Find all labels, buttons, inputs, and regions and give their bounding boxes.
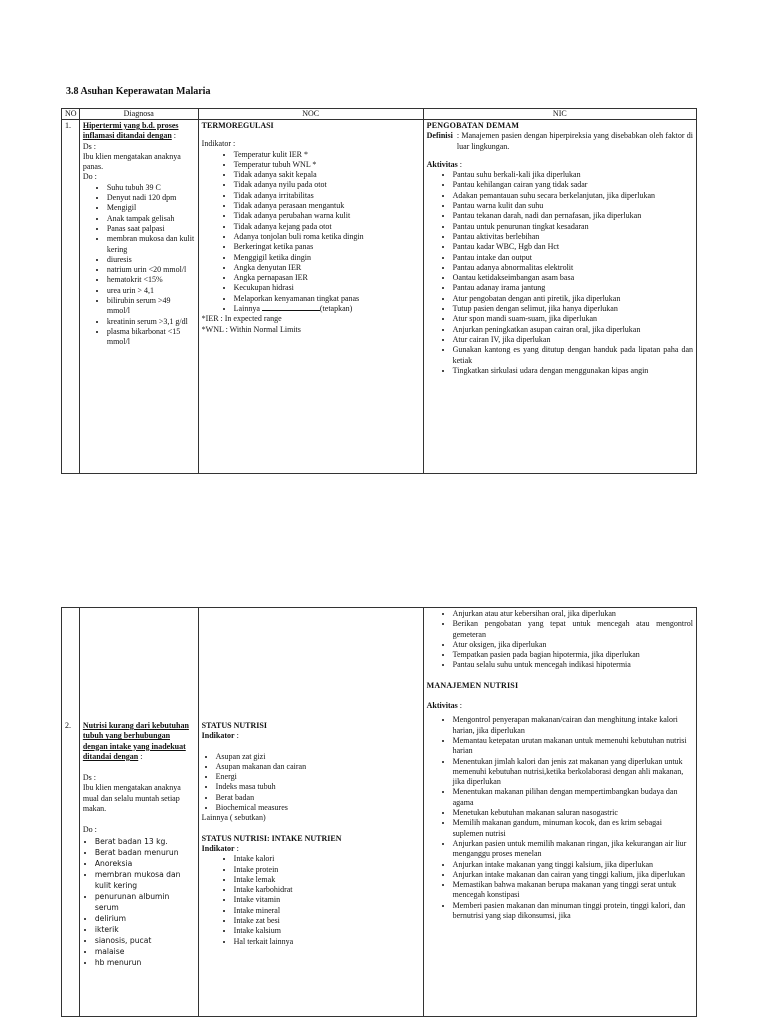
list-item: • Tidak adanya nyilu pada otot	[234, 180, 420, 190]
list-item: • Mengontrol penyerapan makanan/cairan dan menghitung intake kalori harian, jika diperlukan	[453, 715, 693, 736]
do-list	[83, 183, 195, 348]
list-item: • Anjurkan pasien untuk memilih makanan ringan, jika kekurangan air liur menganggu proses menelan	[453, 839, 693, 860]
list-item: • Denyut nadi 120 dpm	[107, 193, 195, 203]
row-number-cell	[62, 608, 80, 1017]
noc-note: *IER : In expected range	[201, 314, 282, 324]
nic-definition: Definisi : Manajemen pasien dengan hiperpireksia yang disebabkan oleh faktor di luar lingkungan.	[426, 131, 693, 151]
list-item: • Kecukupan hidrasi	[234, 283, 420, 293]
list-item: • Gunakan kantong es yang ditutup dengan handuk pada lipatan paha dan ketiak	[453, 345, 693, 366]
ds-text: Ibu klien mengatakan anaknya mual dan selalu muntah setiap makan.	[82, 783, 181, 814]
list-item: • Tidak adanya irritabilitas	[234, 191, 420, 201]
list-item: • Biochemical measures	[216, 803, 420, 813]
list-item: • Berkeringat ketika panas	[234, 242, 420, 252]
do-label: Do :	[82, 825, 97, 835]
list-item: • Energi	[216, 772, 420, 782]
nic-list	[427, 170, 693, 376]
list-item: • Asupan zat gizi	[216, 752, 420, 762]
list-item: • Anjurkan atau atur kebersihan oral, jika diperlukan	[453, 609, 693, 619]
list-item: • Intake mineral	[234, 906, 420, 916]
list-item: • Intake kalori	[234, 854, 420, 864]
header-noc: NOC	[198, 109, 423, 120]
list-item: • Menetukan kebutuhan makanan saluran nasogastric	[453, 808, 693, 818]
list-item: • Pantau adanya abnormalitas elektrolit	[453, 263, 693, 273]
nic-title: PENGOBATAN DEMAM	[426, 121, 520, 130]
noc-title: TERMOREGULASI	[201, 121, 274, 130]
list-item: • Memilih makanan gandum, minuman kocok, dan es krim sebagai suplemen nutrisi	[453, 818, 693, 839]
list-item: • Pantau kehilangan cairan yang tidak sadar	[453, 180, 693, 190]
list-item: • penurunan albumin serum	[95, 891, 195, 913]
list-item: • delirium	[95, 913, 195, 924]
diagnosa-cell: Hipertermi yang b.d. proses inflamasi ditandai dengan : Ds : Ibu klien mengatakan anaknya panas. Do : • Suhu tubuh 39 C • Denyut nadi 120 dpm • Mengigil • Anak tampak gelisah • Panas saat palpasi • membran mukosa dan kulit kering • diuresis • natrium urin <20 mmol/l • hematokrit <15% • urea urin > 4,1 • bilirubin serum >49 mmol/l • kreatinin serum >3,1 g/dl • plasma bikarbonat <15 mmol/l	[79, 120, 198, 474]
do-label: Do :	[82, 172, 97, 182]
list-item: • Berikan pengobatan yang tepat untuk mencegah atau mengontrol gemeteran	[453, 619, 693, 640]
list-item: • Temperatur tubuh WNL *	[234, 160, 420, 170]
list-item: • Tidak adanya perubahan warna kulit	[234, 211, 420, 221]
list-item: • Pantau suhu berkali-kali jika diperlukan	[453, 170, 693, 180]
noc-indikator: Indikator	[201, 843, 235, 853]
list-item: • Angka pernapasan IER	[234, 273, 420, 283]
list-item: • Angka denyutan IER	[234, 263, 420, 273]
list-item: • Memberi pasien makanan dan minuman tinggi protein, tinggi kalori, dan bernutrisi yang siap dikonsumsi, jika	[453, 901, 693, 922]
list-item: • membran mukosa dan kulit kering	[95, 869, 195, 891]
noc-note: *WNL : Within Normal Limits	[201, 324, 301, 334]
list-item: • Atur pengobatan dengan anti piretik, jika diperlukan	[453, 294, 693, 304]
list-item: • Pantau selalu suhu untuk mencegah indikasi hipotermia	[453, 660, 693, 670]
ds-label: Ds :	[82, 773, 96, 783]
noc-cell	[198, 120, 423, 474]
nic-title: MANAJEMEN NUTRISI	[426, 680, 519, 690]
list-item: • Menggigil ketika dingin	[234, 253, 420, 263]
list-item: • Tidak adanya perasaan mengantuk	[234, 201, 420, 211]
list-item: • hematokrit <15%	[107, 275, 195, 285]
noc-cell: STATUS NUTRISI Indikator : • Asupan zat gizi • Asupan makanan dan cairan • Energi • Indeks masa tubuh • Berat badan • Biochemical measures Lainnya ( sebutkan) STATUS NUTRISI: INTAKE NUTRIEN Indikator : • Intake kalori • Intake protein • Intake lemak • Intake karbohidrat • Intake vitamin • Intake mineral • Intake zat besi • Intake kalsium • Hal terkait lainnya	[198, 608, 423, 1017]
list-item: • Tutup pasien dengan selimut, jika hanya diperlukan	[453, 304, 693, 314]
noc-list	[202, 854, 420, 947]
list-item: • Anjurkan intake makanan yang tinggi kalsium, jika diperlukan	[453, 860, 693, 870]
list-item: • sianosis, pucat	[95, 935, 195, 946]
list-item: • Adakan pemantauan suhu secara berkelanjutan, jika diperlukan	[453, 191, 693, 201]
blank-line	[262, 310, 320, 311]
list-item: • plasma bikarbonat <15 mmol/l	[107, 327, 195, 348]
nic-list	[427, 609, 693, 671]
care-plan-table-2	[61, 607, 697, 1017]
list-item: • Berat badan	[216, 793, 420, 803]
list-item: • Intake kalsium	[234, 926, 420, 936]
list-item: • Atur spon mandi suam-suam, jika diperlukan	[453, 314, 693, 324]
section-title: 3.8 Asuhan Keperawatan Malaria	[66, 86, 211, 97]
list-item: • Lainnya (tetapkan)	[234, 304, 420, 314]
nic-aktivitas: Aktivitas	[426, 701, 458, 711]
do-list	[83, 836, 195, 968]
list-item: • Atur cairan IV, jika diperlukan	[453, 335, 693, 345]
list-item: • Indeks masa tubuh	[216, 782, 420, 792]
list-item: • Anak tampak gelisah	[107, 214, 195, 224]
list-item: • Intake zat besi	[234, 916, 420, 926]
row-number: 2.	[65, 721, 71, 730]
list-item: • Panas saat palpasi	[107, 224, 195, 234]
nic-cell: • Anjurkan atau atur kebersihan oral, jika diperlukan • Berikan pengobatan yang tepat untuk mencegah atau mengontrol gemeteran • Atur oksigen, jika diperlukan • Tempatkan pasien pada bagian hipotermia, jika diperlukan • Pantau selalu suhu untuk mencegah indikasi hipotermia MANAJEMEN NUTRISI Aktivitas : • Mengontrol penyerapan makanan/cairan dan menghitung intake kalori harian, jika diperlukan • Memantau ketepatan urutan makanan untuk memenuhi kebutuhan nutrisi harian • Menentukan jimlah kalori dan jenis zat makanan yang diperlukan untuk memenuhi kebutuhan nutrisi,ketika berkolaborasi dengan ahli makanan, jika diperlukan • Menentukan makanan pilihan dengan mempertimbangkan budaya dan agama • Menetukan kebutuhan makanan saluran nasogastric • Memilih makanan gandum, minuman kocok, dan es krim sebagai suplemen nutrisi • Anjurkan pasien untuk memilih makanan ringan, jika kekurangan air liur menganggu proses menelan • Anjurkan intake makanan yang tinggi kalsium, jika diperlukan • Anjurkan intake makanan dan cairan yang tinggi kalium, jika diperlukan • Memastikan bahwa makanan berupa makanan yang tinggi serat untuk mencegah konstipasi • Memberi pasien makanan dan minuman tinggi protein, tinggi kalori, dan bernutrisi yang siap dikonsumsi, jika	[423, 608, 696, 1017]
list-item: • Pantau intake dan output	[453, 253, 693, 263]
diagnosa-title: Hipertermi yang b.d. proses inflamasi ditandai dengan	[82, 121, 179, 141]
diagnosa-title: Nutrisi kurang dari kebutuhan tubuh yang berhubungan dengan intake yang inadekuat ditandai dengan	[82, 721, 189, 761]
list-item: • Menentukan jimlah kalori dan jenis zat makanan yang diperlukan untuk memenuhi kebutuhan nutrisi,ketika berkolaborasi dengan ahli makanan, jika diperlukan	[453, 757, 693, 788]
noc-title: STATUS NUTRISI	[201, 721, 267, 730]
diagnosa-cell: Nutrisi kurang dari kebutuhan tubuh yang berhubungan dengan intake yang inadekuat ditandai dengan : Ds : Ibu klien mengatakan anaknya mual dan selalu muntah setiap makan. Do : • Berat badan 13 kg. • Berat badan menurun • Anoreksia • membran mukosa dan kulit kering • penurunan albumin serum • delirium • ikterik • sianosis, pucat • malaise • hb menurun	[79, 608, 198, 1017]
header-no: NO	[62, 109, 80, 120]
ds-label: Ds :	[82, 141, 96, 151]
list-item: • diuresis	[107, 255, 195, 265]
header-diagnosa: Diagnosa	[79, 109, 198, 120]
list-item: • Pantau aktivitas berlebihan	[453, 232, 693, 242]
list-item: • Memantau ketepatan urutan makanan untuk memenuhi kebutuhan nutrisi harian	[453, 736, 693, 757]
list-item: • Intake protein	[234, 865, 420, 875]
row-number: 1.	[62, 120, 80, 474]
noc-list	[202, 752, 420, 814]
list-item: • malaise	[95, 946, 195, 957]
list-item: • Tempatkan pasien pada bagian hipotermia, jika diperlukan	[453, 650, 693, 660]
list-item: • Asupan makanan dan cairan	[216, 762, 420, 772]
list-item: • Tidak adanya kejang pada otot	[234, 222, 420, 232]
care-plan-table-1	[61, 108, 697, 474]
list-item: • Memastikan bahwa makanan berupa makanan yang tinggi serat untuk mencegah konstipasi	[453, 880, 693, 901]
list-item: • Pantau untuk penurunan tingkat kesadaran	[453, 222, 693, 232]
table-row	[62, 608, 697, 1017]
list-item: • kreatinin serum >3,1 g/dl	[107, 317, 195, 327]
list-item: • ikterik	[95, 924, 195, 935]
nic-aktivitas: Aktivitas	[426, 159, 458, 169]
list-item: • Adanya tonjolan buli roma ketika dingin	[234, 232, 420, 242]
nic-list	[427, 715, 693, 921]
list-item: • Anoreksia	[95, 858, 195, 869]
table-header-row	[62, 109, 697, 120]
list-item: • Anjurkan peningkatkan asupan cairan oral, jika diperlukan	[453, 325, 693, 335]
list-item: • Pantau warna kulit dan suhu	[453, 201, 693, 211]
list-item: • Suhu tubuh 39 C	[107, 183, 195, 193]
header-nic: NIC	[423, 109, 696, 120]
nic-cell: PENGOBATAN DEMAM Definisi : Manajemen pasien dengan hiperpireksia yang disebabkan oleh faktor di luar lingkungan. Aktivitas : • Pantau suhu berkali-kali jika diperlukan • Pantau kehilangan cairan yang tidak sadar • Adakan pemantauan suhu secara berkelanjutan, jika diperlukan • Pantau warna kulit dan suhu • Pantau tekanan darah, nadi dan pernafasan, jika diperlukan • Pantau untuk penurunan tingkat kesadaran • Pantau aktivitas berlebihan • Pantau kadar WBC, Hgb dan Hct • Pantau intake dan output • Pantau adanya abnormalitas elektrolit • Oantau ketidakseimbangan asam basa • Pantau adanay irama jantung • Atur pengobatan dengan anti piretik, jika diperlukan • Tutup pasien dengan selimut, jika hanya diperlukan • Atur spon mandi suam-suam, jika diperlukan • Anjurkan peningkatkan asupan cairan oral, jika diperlukan • Atur cairan IV, jika diperlukan • Gunakan kantong es yang ditutup dengan handuk pada lipatan paha dan ketiak • Tingkatkan sirkulasi udara dengan menggunakan kipas angin	[423, 120, 696, 474]
list-item: • Oantau ketidakseimbangan asam basa	[453, 273, 693, 283]
list-item: • Berat badan 13 kg.	[95, 836, 195, 847]
noc-title: STATUS NUTRISI: INTAKE NUTRIEN	[201, 833, 342, 843]
list-item: • Melaporkan kenyamanan tingkat panas	[234, 294, 420, 304]
list-item: • Menentukan makanan pilihan dengan mempertimbangkan budaya dan agama	[453, 787, 693, 808]
ds-text: Ibu klien mengatakan anaknya panas.	[82, 151, 181, 172]
noc-indikator: Indikator :	[201, 139, 236, 149]
list-item: • membran mukosa dan kulit kering	[107, 234, 195, 255]
list-item: • Intake lemak	[234, 875, 420, 885]
noc-indikator: Indikator	[201, 731, 235, 741]
list-item: • Berat badan menurun	[95, 847, 195, 858]
list-item: • Intake vitamin	[234, 895, 420, 905]
list-item: • Anjurkan intake makanan dan cairan yang tinggi kalium, jika diperlukan	[453, 870, 693, 880]
list-item: • Tingkatkan sirkulasi udara dengan menggunakan kipas angin	[453, 366, 693, 376]
list-item: • Atur oksigen, jika diperlukan	[453, 640, 693, 650]
list-item: • Mengigil	[107, 203, 195, 213]
list-item: • Hal terkait lainnya	[234, 937, 420, 947]
noc-list	[202, 150, 420, 315]
table-row	[62, 120, 697, 474]
list-item: • Pantau kadar WBC, Hgb dan Hct	[453, 242, 693, 252]
list-item: • natrium urin <20 mmol/l	[107, 265, 195, 275]
list-item: • Pantau adanay irama jantung	[453, 283, 693, 293]
list-item: • bilirubin serum >49 mmol/l	[107, 296, 195, 317]
noc-lainnya: Lainnya ( sebutkan)	[201, 813, 266, 823]
list-item: • Temperatur kulit IER *	[234, 150, 420, 160]
list-item: • Tidak adanya sakit kepala	[234, 170, 420, 180]
list-item: • hb menurun	[95, 957, 195, 968]
list-item: • urea urin > 4,1	[107, 286, 195, 296]
list-item: • Pantau tekanan darah, nadi dan pernafasan, jika diperlukan	[453, 211, 693, 221]
list-item: • Intake karbohidrat	[234, 885, 420, 895]
